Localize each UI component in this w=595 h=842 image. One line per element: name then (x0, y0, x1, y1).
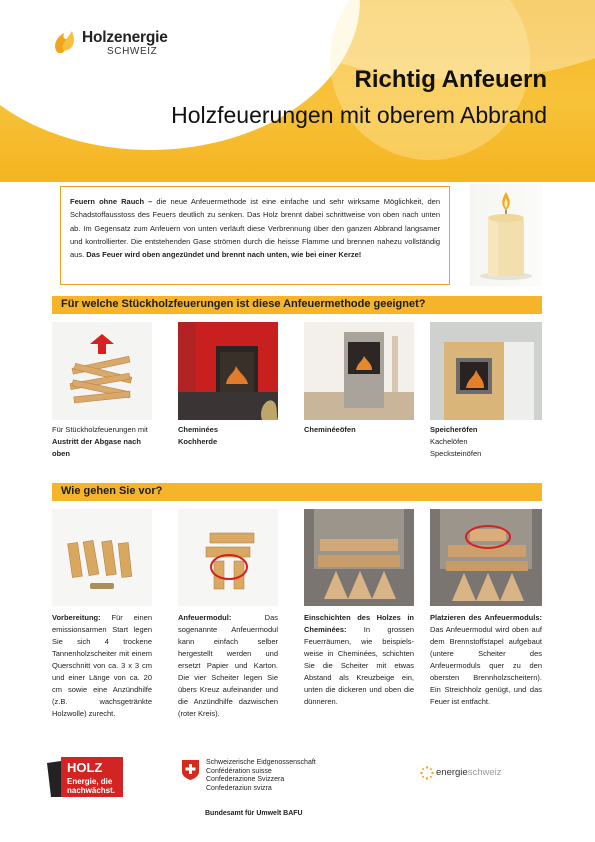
intro-closing: Das Feuer wird oben angezündet und brennt nach unten, wie bei einer Kerze! (86, 250, 362, 260)
section-heading-text: Wie gehen Sie vor? (61, 485, 163, 497)
caption-cheminee-oefen: Cheminéeöfen (304, 425, 356, 434)
intro-text (70, 195, 440, 261)
step-layering-text: Einschichten des Holzes in Cheminées: In grossen Feuerräumen, wie beispiels-weise in Cheminées, schichten Sie die Scheiter mit etwas Abstand als Kreuzbeige ein, unten die dickeren und oben die dünneren. (304, 613, 414, 706)
holzenergie-logo (52, 25, 192, 61)
step-layering-photo (304, 509, 414, 606)
section-heading-text: Für welche Stückholzfeuerungen ist diese Anfeuermethode geeignet? (61, 298, 426, 310)
step-placing-photo (430, 509, 542, 606)
step-preparation-photo (52, 509, 152, 606)
logo-subtitle: SCHWEIZ (107, 46, 158, 57)
cheminee-photo (178, 322, 278, 420)
intro-box (60, 186, 450, 285)
caption-cheminees: Cheminées Kochherde (178, 425, 219, 446)
storage-oven-photo (430, 322, 542, 420)
swiss-confederation-text: Schweizerische Eidgenossenschaft Confédération suisse Confederazione Svizzera Confederaziun svizra (206, 759, 316, 792)
logo-name: Holzenergie (82, 29, 168, 46)
caption-speicheroefen: Speicheröfen Kachelöfen Specksteinöfen (430, 425, 482, 458)
up-arrow-icon (52, 322, 152, 420)
svg-text:nachwächst.: nachwächst. (67, 786, 116, 795)
intro-lead: Feuern ohne Rauch – (70, 197, 153, 206)
page-subtitle: Holzfeuerungen mit oberem Abbrand (171, 102, 547, 128)
flame-logo-icon (52, 27, 82, 55)
step-module-photo (178, 509, 278, 606)
svg-text:HOLZ: HOLZ (67, 760, 103, 775)
svg-text:Energie, die: Energie, die (67, 777, 113, 786)
energieschweiz-logo: energieschweiz (420, 763, 540, 783)
caption-upward-exhaust: Für Stückholzfeuerungen mit Austritt der Abgase nach oben (52, 425, 148, 458)
step-placing-text: Platzieren des Anfeuermoduls: Das Anfeuermodul wird oben auf dem Brennstoffstapel aufgebaut (untere Scheiter des Anfeuermoduls quer zu den obersten Brennholzscheitern). Ein Streichholz genügt, und das Feuer ist entfacht. (430, 613, 542, 706)
swiss-confederation-logo (182, 758, 372, 822)
sun-icon (420, 766, 434, 780)
candle-photo (470, 184, 542, 286)
swiss-flag-icon (182, 760, 199, 780)
section-heading-suitable-heaters (52, 296, 542, 314)
step-preparation-text: Vorbereitung: Für einen emissionsarmen Start legen Sie sich 4 trockene Tannenholzscheiter mit einem Querschnitt von ca. 3 x 3 cm und einer Länge von ca. 20 cm sowie eine Anzündhilfe (z.B. wachsgetränkte Holzwolle) zurecht. (52, 613, 152, 718)
intro-body: die neue Anfeuermethode ist eine einfache und sehr wirksame Möglichkeit, den Schadstoffausstoss des Feuers deutlich zu senken. Das Holz brennt dabei schrittweise von oben nach unten ab. Im Gegensatz zum Anfeuern von unten verläuft diese Verbrennung über den ganzen Abbrand langsamer und kontrollierter. Die entstehenden Gase strömen durch die heisse Flamme und brennen nahezu vollständig aus. (70, 197, 441, 260)
section-heading-how-to (52, 483, 542, 501)
bafu-label: Bundesamt für Umwelt BAFU (205, 810, 303, 817)
page-title: Richtig Anfeuern (354, 66, 547, 93)
step-module-text: Anfeuermodul: Das sogenannte Anfeuermodul kann einfach selber hergestellt werden und ersetzt Papier und Karton. Die vier Scheiter legen Sie übers Kreuz aufeinander und die Anzündhilfe dazwischen (roter Kreis). (178, 613, 278, 718)
wood-stack-arrow-photo (52, 322, 152, 420)
holz-logo (47, 757, 127, 797)
cheminee-oven-photo (304, 322, 414, 420)
